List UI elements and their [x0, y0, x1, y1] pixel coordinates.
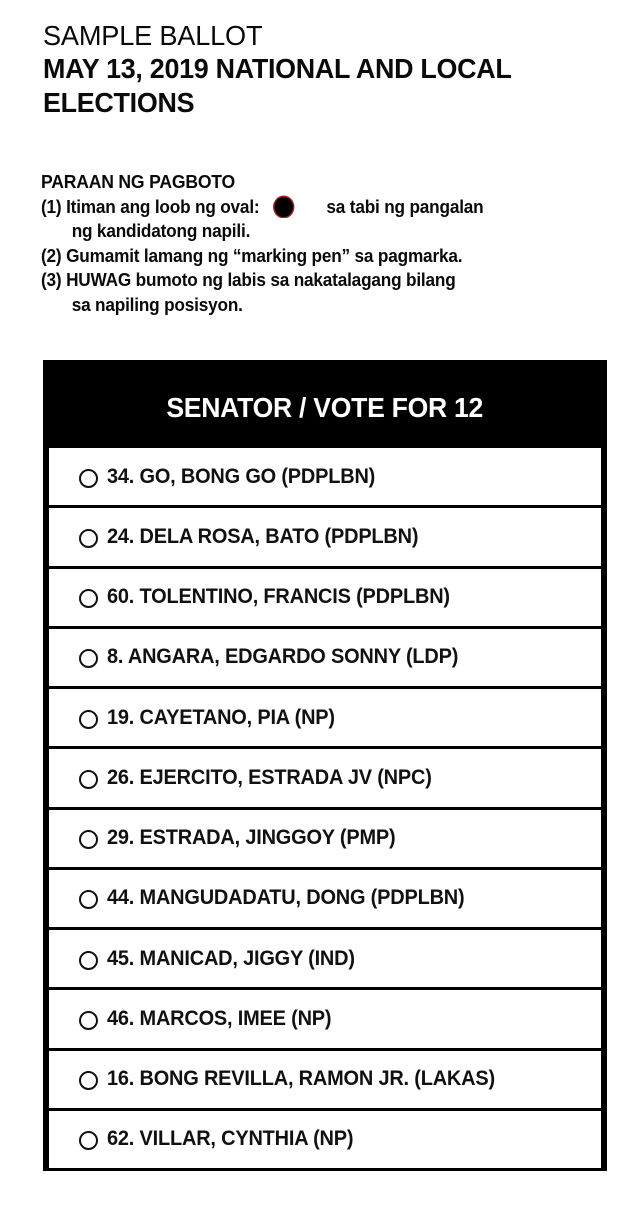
candidate-name: 34. GO, BONG GO (PDPLBN) — [107, 464, 376, 488]
candidate-name: 60. TOLENTINO, FRANCIS (PDPLBN) — [107, 585, 450, 609]
candidate-name: 8. ANGARA, EDGARDO SONNY (LDP) — [107, 645, 459, 669]
ballot-title-block — [43, 20, 623, 120]
candidate-list — [46, 448, 604, 1168]
senator-ballot-table — [43, 360, 607, 1171]
empty-oval-icon[interactable] — [79, 469, 98, 488]
candidate-name: 24. DELA ROSA, BATO (PDPLBN) — [107, 524, 419, 548]
candidate-row[interactable] — [49, 508, 601, 565]
instruction-step-2: (2) Gumamit lamang ng “marking pen” sa pagmarka. — [41, 244, 463, 266]
candidate-row[interactable] — [49, 689, 601, 746]
candidate-row[interactable] — [49, 749, 601, 806]
empty-oval-icon[interactable] — [79, 830, 98, 849]
filled-oval-icon — [274, 197, 293, 217]
candidate-row[interactable] — [49, 990, 601, 1047]
candidate-row[interactable] — [49, 810, 601, 867]
empty-oval-icon[interactable] — [79, 649, 98, 668]
empty-oval-icon[interactable] — [79, 890, 98, 909]
candidate-name: 29. ESTRADA, JINGGOY (PMP) — [107, 826, 396, 850]
candidate-row[interactable] — [49, 930, 601, 987]
empty-oval-icon[interactable] — [79, 1011, 98, 1030]
position-title: SENATOR / VOTE FOR 12 — [166, 391, 484, 423]
empty-oval-icon[interactable] — [79, 710, 98, 729]
candidate-name: 62. VILLAR, CYNTHIA (NP) — [107, 1127, 354, 1151]
sample-ballot-label: SAMPLE BALLOT — [43, 20, 263, 51]
empty-oval-icon[interactable] — [79, 529, 98, 548]
instruction-step-3-continued: sa napiling posisyon. — [71, 293, 243, 315]
instruction-step-1-continued: ng kandidatong napili. — [71, 220, 251, 241]
candidate-row[interactable] — [49, 448, 601, 505]
candidate-row[interactable] — [49, 1111, 601, 1168]
candidate-name: 19. CAYETANO, PIA (NP) — [107, 705, 335, 729]
ballot-position-header — [46, 363, 604, 448]
candidate-name: 16. BONG REVILLA, RAMON JR. (LAKAS) — [107, 1067, 495, 1091]
empty-oval-icon[interactable] — [79, 1131, 98, 1150]
candidate-row[interactable] — [49, 569, 601, 626]
candidate-row[interactable] — [49, 870, 601, 927]
election-title-line-1: MAY 13, 2019 NATIONAL AND LOCAL — [43, 53, 512, 84]
empty-oval-icon[interactable] — [79, 951, 98, 970]
instruction-step-1-text: (1) Itiman ang loob ng oval: — [41, 195, 260, 217]
empty-oval-icon[interactable] — [79, 589, 98, 608]
empty-oval-icon[interactable] — [79, 770, 98, 789]
instruction-step-3: (3) HUWAG bumoto ng labis sa nakatalagang bilang — [41, 269, 456, 290]
election-title — [43, 52, 600, 120]
instruction-step-1 — [41, 195, 562, 220]
instructions-heading: PARAAN NG PAGBOTO — [41, 171, 236, 192]
empty-oval-icon[interactable] — [79, 1071, 98, 1090]
instruction-step-1-text-after: sa tabi ng pangalan — [326, 195, 484, 217]
candidate-name: 44. MANGUDADATU, DONG (PDPLBN) — [107, 886, 465, 910]
candidate-name: 26. EJERCITO, ESTRADA JV (NPC) — [107, 765, 432, 789]
candidate-name: 46. MARCOS, IMEE (NP) — [107, 1006, 332, 1030]
candidate-name: 45. MANICAD, JIGGY (IND) — [107, 946, 355, 970]
voting-instructions — [41, 170, 601, 317]
candidate-row[interactable] — [49, 1051, 601, 1108]
election-title-line-2: ELECTIONS — [43, 87, 195, 118]
candidate-row[interactable] — [49, 629, 601, 686]
